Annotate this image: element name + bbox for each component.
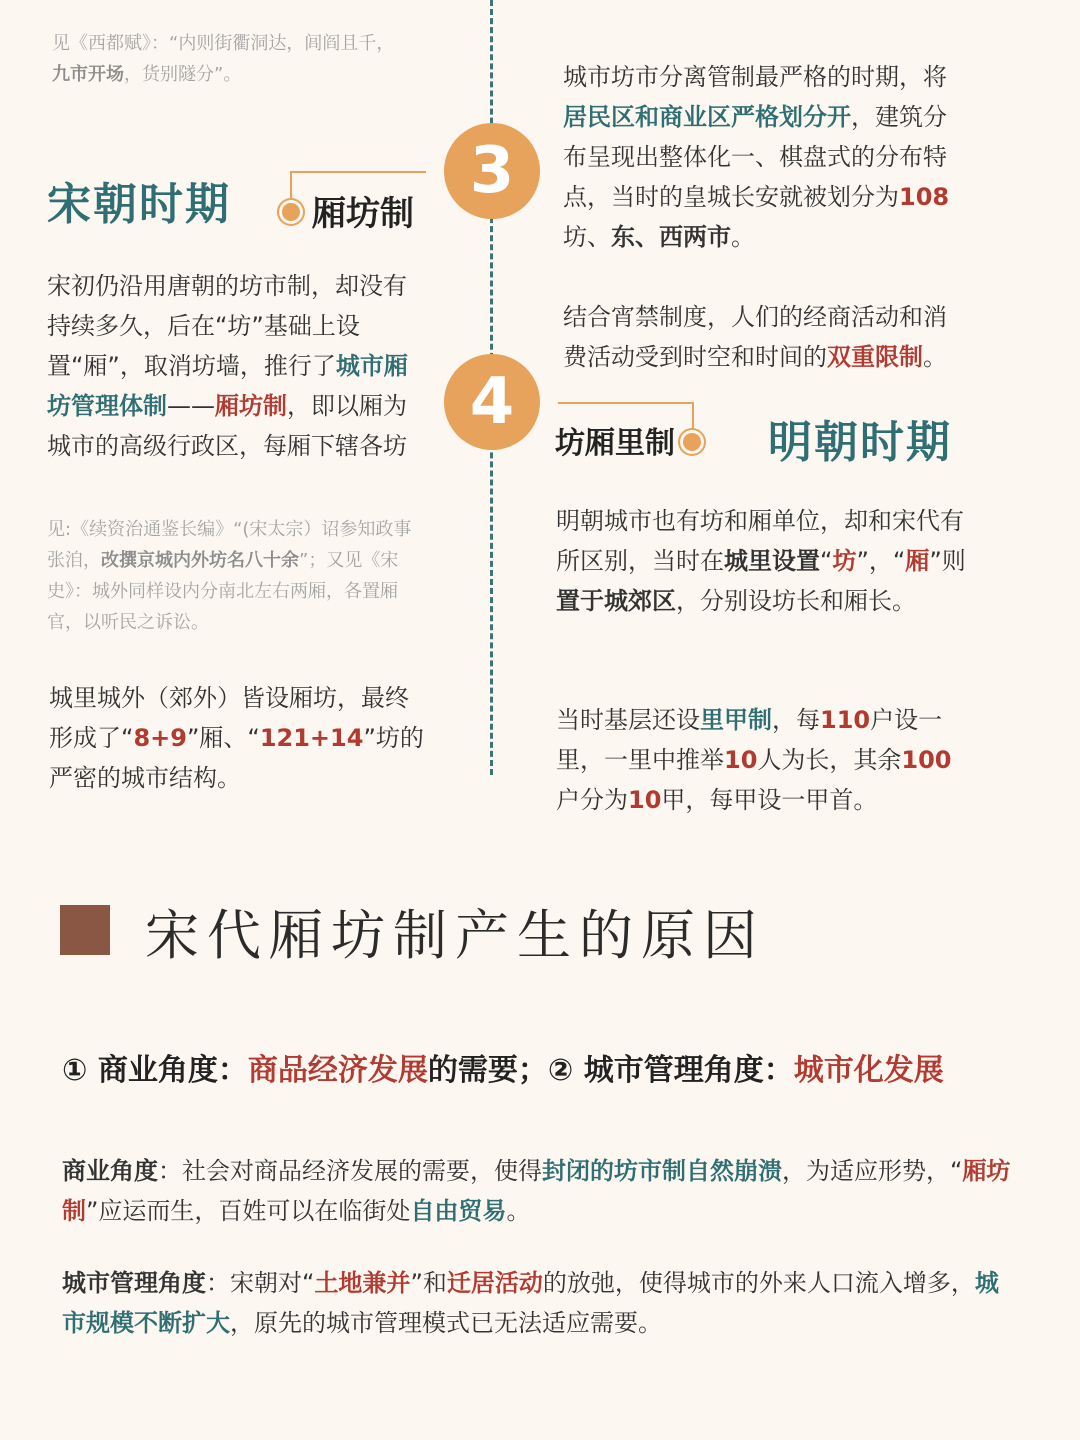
song-system-label: 厢坊制 [312, 194, 414, 234]
commerce-paragraph: 商业角度：社会对商品经济发展的需要，使得封闭的坊市制自然崩溃，为适应形势，“厢坊制”应运而生，百姓可以在临街处自由贸易。 [62, 1157, 1011, 1225]
song-note: 见:《续资治通鉴长编》“(宋太宗）诏参知政事张洎，改撰京城内外坊名八十余”；又见《宋史》：城外同样设内分南北左右两厢，各置厢官，以听民之诉讼。 [47, 519, 412, 633]
song-period-title: 宋朝时期 [47, 179, 231, 230]
section-square-icon [60, 905, 110, 955]
step-3-circle: 3 [444, 123, 540, 219]
ming-system-label: 坊厢里制 [555, 426, 675, 461]
tang-paragraph-2: 结合宵禁制度，人们的经商活动和消费活动受到时空和时间的双重限制。 [563, 303, 947, 371]
ming-paragraph-1: 明朝城市也有坊和厢单位，却和宋代有所区别，当时在城里设置“坊”，“厢”则置于城郊区，分别设坊长和厢长。 [556, 507, 966, 615]
section-title: 宋代厢坊制产生的原因 [145, 904, 765, 967]
ming-period-title: 明朝时期 [768, 417, 952, 468]
ming-dot-icon [683, 433, 701, 451]
ming-paragraph-2: 当时基层还设里甲制，每110户设一里，一里中推举10人为长，其余100户分为10甲，每甲设一甲首。 [556, 706, 952, 814]
song-dot-icon [282, 203, 300, 221]
urban-management-paragraph: 城市管理角度：宋朝对“土地兼并”和迁居活动的放弛，使得城市的外来人口流入增多，城市规模不断扩大，原先的城市管理模式已无法适应需要。 [62, 1269, 999, 1337]
step-4-circle: 4 [444, 354, 540, 450]
tang-paragraph-1: 城市坊市分离管制最严格的时期，将居民区和商业区严格划分开，建筑分布呈现出整体化一、棋盘式的分布特点，当时的皇城长安就被划分为108坊、东、西两市。 [563, 63, 950, 251]
song-paragraph-2: 城里城外（郊外）皆设厢坊，最终形成了“8+9”厢、“121+14”坊的严密的城市结构。 [49, 684, 424, 792]
song-paragraph-1: 宋初仍沿用唐朝的坊市制，却没有持续多久，后在“坊”基础上设置“厢”，取消坊墙，推行了城市厢坊管理体制——厢坊制，即以厢为城市的高级行政区，每厢下辖各坊 [47, 272, 408, 460]
reasons-summary: ① 商业角度：商品经济发展的需要；② 城市管理角度：城市化发展 [62, 1053, 944, 1088]
note-xidu-fu: 见《西都赋》：“内则街衢洞达，闾阎且千， 九市开场，货别隧分”。 [52, 33, 395, 85]
